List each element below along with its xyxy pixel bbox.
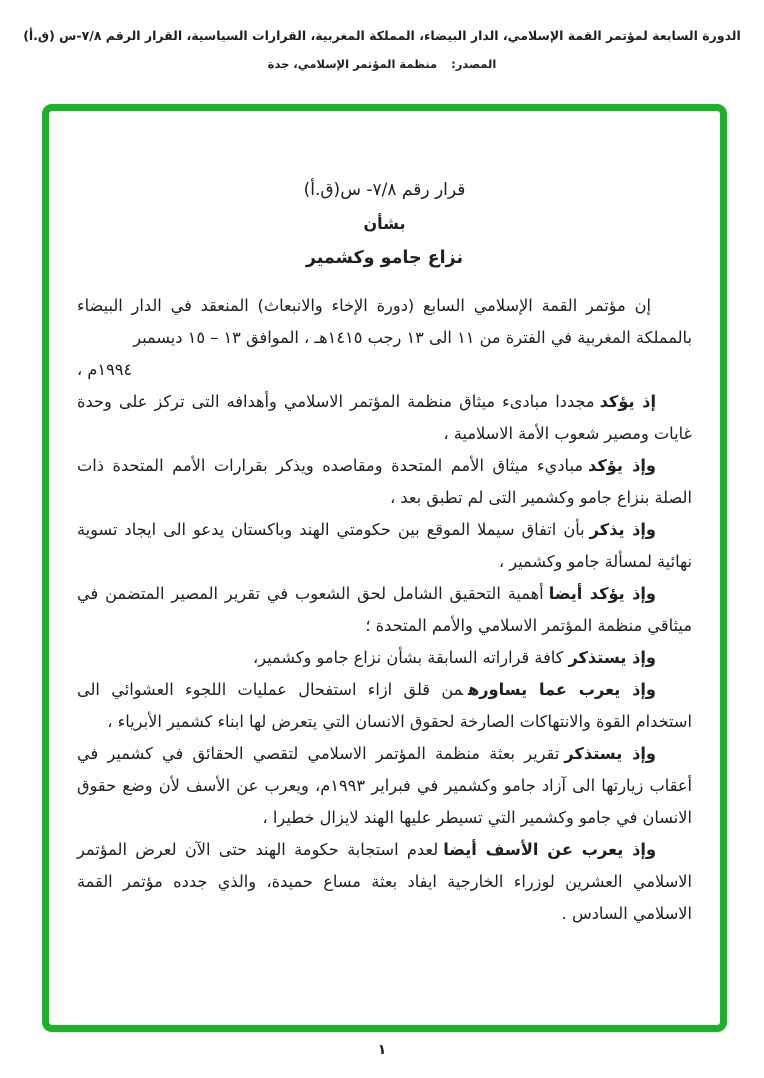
paragraph-text: مباديء ميثاق الأمم المتحدة ومقاصده ويذكر بقرارات الأمم المتحدة ذات الصلة بنزاع جامو وكشمير التى لم تطبق بعد ، xyxy=(77,456,692,507)
paragraph-text: بأن اتفاق سيملا الموقع بين حكومتي الهند وباكستان يدعو الى ايجاد تسوية نهائية لمسألة جامو وكشمير ، xyxy=(77,520,692,571)
document-header-source xyxy=(10,57,754,71)
paragraph-lead: وإذ يذكر xyxy=(589,520,656,539)
preamble-paragraph xyxy=(77,674,692,738)
preamble-paragraph xyxy=(77,578,692,642)
resolution-title-block xyxy=(77,173,692,275)
paragraph-text: أهمية التحقيق الشامل لحق الشعوب في تقرير المصير المتضمن في ميثاقي منظمة المؤتمر الاسلامي والأمم المتحدة ؛ xyxy=(77,584,692,635)
paragraph-lead: وإذ يستذكر xyxy=(568,648,656,667)
date-tail-line: ١٩٩٤م ، xyxy=(77,360,133,379)
resolution-number: قرار رقم ٧/٨- س(ق.أ) xyxy=(303,180,466,200)
preamble-paragraph xyxy=(77,386,692,450)
resolution-body xyxy=(77,290,692,930)
page-number: ١ xyxy=(377,1042,387,1058)
paragraph-lead: وإذ يستذكر xyxy=(564,744,656,763)
paragraph-text: كافة قراراته السابقة بشأن نزاع جامو وكشمير، xyxy=(252,648,564,667)
resolution-regarding-label: بشأن xyxy=(363,214,406,233)
preamble-paragraph xyxy=(77,290,692,354)
paragraph-lead: إذ يؤكد xyxy=(599,392,656,411)
green-border-frame xyxy=(42,104,727,1032)
paragraph-lead: وإذ يؤكد أيضا xyxy=(548,584,656,603)
preamble-paragraph xyxy=(77,834,692,930)
paragraph-text: تقرير بعثة منظمة المؤتمر الاسلامي لتقصي الحقائق في كشمير في أعقاب زيارتها الى آزاد جامو وكشمير في فبراير ١٩٩٣م، ويعرب عن الأسف لأن وضع حقوق الانسان في جامو وكشمير التي تسيطر عليها الهند لايزال خطيرا ، xyxy=(77,744,692,827)
preamble-paragraph xyxy=(77,738,692,834)
preamble-paragraph xyxy=(77,514,692,578)
source-label: المصدر: xyxy=(451,57,497,71)
source-value: منظمة المؤتمر الإسلامي، جدة xyxy=(267,57,438,71)
preamble-paragraph xyxy=(77,642,692,674)
paragraph-text: إن مؤتمر القمة الإسلامي السابع (دورة الإخاء والانبعاث) المنعقد في الدار البيضاء بالمملكة المغربية في الفترة من ١١ الى ١٣ رجب ١٤١٥هـ ، الموافق ١٣ – ١٥ ديسمبر xyxy=(77,296,692,347)
preamble-paragraph xyxy=(77,450,692,514)
paragraph-text: من قلق ازاء استفحال عمليات اللجوء العشوائي الى استخدام القوة والانتهاكات الصارخة لحقوق الانسان التي يتعرض لها ابناء كشمير الأبرياء ، xyxy=(77,680,692,731)
resolution-subject: نزاع جامو وكشمير xyxy=(305,248,464,268)
document-header-citation: الدورة السابعة لمؤتمر القمة الإسلامي، الدار البيضاء، المملكة المغربية، القرارات السياسية، القرار الرقم ٧/٨-س (ق.أ) xyxy=(23,28,741,43)
paragraph-lead: وإذ يعرب عن الأسف أيضا xyxy=(443,840,657,859)
paragraph-lead: وإذ يعرب عما يساوره xyxy=(468,680,656,699)
paragraph-lead: وإذ يؤكد xyxy=(588,456,656,475)
paragraph-text: مجددا مبادىء ميثاق منظمة المؤتمر الاسلامي وأهدافه التى تركز على وحدة غايات ومصير شعوب الأمة الاسلامية ، xyxy=(77,392,692,443)
paragraph-text: لعدم استجابة حكومة الهند حتى الآن لعرض المؤتمر الاسلامي العشرين لوزراء الخارجية ايفاد بعثة مساع حميدة، والذي جدده مؤتمر القمة الاسلامي السادس . xyxy=(77,840,692,923)
